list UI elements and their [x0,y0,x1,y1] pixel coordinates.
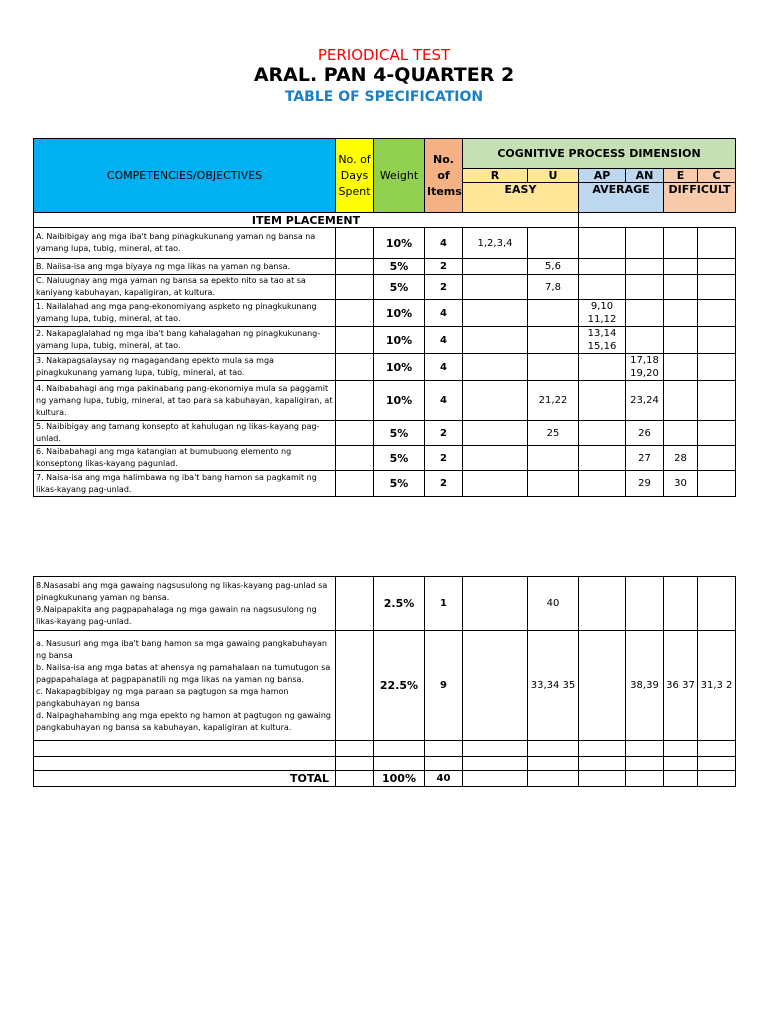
items-cell: 4 [425,228,463,259]
weight-cell: 5% [374,259,425,275]
test-title: PERIODICAL TEST [317,46,451,64]
placement-c-cell: 31,3 2 [698,631,736,741]
placement-u-cell: 33,34 35 [528,631,579,741]
placement-r-cell [463,275,528,300]
placement-an-cell: 17,18 19,20 [626,354,664,381]
difficult-header: DIFFICULT [664,183,736,213]
items-cell: 1 [425,577,463,631]
weight-cell: 5% [374,471,425,497]
table-row [34,471,736,497]
placement-an-cell [626,300,664,327]
competency-cell: A. Naibibigay ang mga iba't bang pinagkukunang yaman ng bansa na yamang lupa, tubig, mineral, at tao. [34,228,336,259]
days-cell [336,327,374,354]
placement-r-cell [463,446,528,471]
placement-e-cell [664,327,698,354]
placement-u-cell: 21,22 [528,381,579,421]
placement-u-cell: 25 [528,421,579,446]
placement-c-cell [698,421,736,446]
items-cell: 2 [425,471,463,497]
placement-an-cell [626,228,664,259]
items-cell: 2 [425,275,463,300]
placement-c-cell [698,471,736,497]
placement-c-cell [698,259,736,275]
placement-an-cell: 26 [626,421,664,446]
total-label: TOTAL [34,771,336,787]
competency-cell: C. Naiuugnay ang mga yaman ng bansa sa epekto nito sa tao at sa kaniyang kabuhayan, kapaligiran, at kultura. [34,275,336,300]
table-row [34,577,736,631]
items-cell: 4 [425,327,463,354]
level-e: E [664,169,698,183]
placement-r-cell [463,300,528,327]
placement-e-cell: 36 37 [664,631,698,741]
placement-r-cell [463,327,528,354]
placement-r-cell [463,421,528,446]
document-title: TABLE OF SPECIFICATION [284,89,484,105]
placement-an-cell: 27 [626,446,664,471]
table-row [34,327,736,354]
placement-r-cell [463,259,528,275]
placement-c-cell [698,275,736,300]
placement-e-cell [664,228,698,259]
easy-header: EASY [463,183,579,213]
table-row [34,421,736,446]
placement-u-cell [528,446,579,471]
competency-cell: 8.Nasasabi ang mga gawaing nagsusulong ng likas-kayang pag-unlad sa pinagkukunang yaman ng bansa. 9.Naipapakita ang pagpapahalaga ng mga gawain na nagsusulong ng likas-kayang pag-unlad. [34,577,336,631]
competencies-header: COMPETENCIES/OBJECTIVES [34,139,336,213]
placement-c-cell [698,228,736,259]
placement-c-cell [698,446,736,471]
table-row [34,381,736,421]
days-header: No. of Days Spent [336,139,374,213]
placement-u-cell [528,327,579,354]
placement-e-cell [664,577,698,631]
items-cell: 2 [425,421,463,446]
tos-table-continued [33,576,736,787]
placement-u-cell [528,354,579,381]
days-cell [336,354,374,381]
items-cell: 9 [425,631,463,741]
placement-u-cell [528,471,579,497]
placement-e-cell: 30 [664,471,698,497]
competency-cell: 7. Naisa-isa ang mga halimbawa ng iba't bang hamon sa pagkamit ng likas-kayang pag-unlad. [34,471,336,497]
placement-e-cell [664,275,698,300]
placement-an-cell [626,275,664,300]
weight-cell: 5% [374,446,425,471]
competency-cell: B. Naiisa-isa ang mga biyaya ng mga likas na yaman ng bansa. [34,259,336,275]
days-cell [336,275,374,300]
weight-cell: 10% [374,354,425,381]
placement-an-cell: 23,24 [626,381,664,421]
items-cell: 4 [425,381,463,421]
placement-an-cell [626,577,664,631]
table-row [34,446,736,471]
placement-ap-cell: 9,10 11,12 [579,300,626,327]
days-cell [336,259,374,275]
item-placement-header: ITEM PLACEMENT [34,213,579,228]
placement-r-cell [463,577,528,631]
placement-u-cell: 7,8 [528,275,579,300]
blank-cell [34,741,336,757]
table-row [34,275,736,300]
table-row [34,354,736,381]
days-cell [336,228,374,259]
weight-header: Weight [374,139,425,213]
placement-ap-cell [579,577,626,631]
items-cell: 4 [425,354,463,381]
placement-u-cell: 40 [528,577,579,631]
items-cell: 4 [425,300,463,327]
placement-r-cell [463,471,528,497]
table-row [34,259,736,275]
competency-cell: 6. Naibabahagi ang mga katangian at bumubuong elemento ng konseptong likas-kayang pagunlad. [34,446,336,471]
table-row [34,631,736,741]
days-cell [336,446,374,471]
placement-ap-cell [579,275,626,300]
placement-r-cell [463,354,528,381]
level-c: C [698,169,736,183]
competency-cell: 3. Nakapagsalaysay ng magagandang epekto mula sa mga pinagkukunang yamang lupa, tubig, mineral, at tao. [34,354,336,381]
weight-cell: 2.5% [374,577,425,631]
placement-r-cell [463,381,528,421]
placement-e-cell [664,300,698,327]
placement-an-cell [626,327,664,354]
table-row [34,228,736,259]
tos-table-main [33,138,736,497]
placement-u-cell [528,228,579,259]
placement-r-cell: 1,2,3,4 [463,228,528,259]
placement-ap-cell: 13,14 15,16 [579,327,626,354]
placement-an-cell: 29 [626,471,664,497]
days-cell [336,421,374,446]
competency-cell: 5. Naibibigay ang tamang konsepto at kahulugan ng likas-kayang pag-unlad. [34,421,336,446]
level-an: AN [626,169,664,183]
competency-cell: a. Nasusuri ang mga iba't bang hamon sa mga gawaing pangkabuhayan ng bansa b. Naiisa-isa ang mga batas at ahensya ng pamahalaan na tumutugon sa pagpapahalaga at pagpapanatili ng mga likas na yaman ng bansa. c. Nakapagbibigay ng mga paraan sa pagtugon sa mga hamon pangkabuhayan ng bansa d. Naipaghahambing ang mga epekto ng hamon at pagtugon ng gawaing pangkabuhayan ng bansa sa kabuhayan, kapaligiran at kultura. [34,631,336,741]
placement-e-cell [664,259,698,275]
competency-cell: 4. Naibabahagi ang mga pakinabang pang-ekonomiya mula sa paggamit ng yamang lupa, tubig, mineral, at tao para sa kabuhayan, kapaligiran, at kultura. [34,381,336,421]
days-cell [336,300,374,327]
placement-an-cell [626,259,664,275]
placement-e-cell [664,354,698,381]
weight-cell: 22.5% [374,631,425,741]
items-header: No. of Items [425,139,463,213]
days-cell [336,471,374,497]
weight-cell: 10% [374,228,425,259]
placement-c-cell [698,300,736,327]
placement-ap-cell [579,446,626,471]
placement-ap-cell [579,381,626,421]
weight-cell: 10% [374,381,425,421]
subject-title: ARAL. PAN 4-QUARTER 2 [253,64,515,86]
weight-cell: 5% [374,275,425,300]
days-cell [336,381,374,421]
placement-c-cell [698,354,736,381]
cognitive-header: COGNITIVE PROCESS DIMENSION [463,139,736,169]
placement-ap-cell [579,631,626,741]
table-row [34,300,736,327]
weight-cell: 10% [374,327,425,354]
placement-c-cell [698,577,736,631]
total-weight: 100% [374,771,425,787]
placement-ap-cell [579,228,626,259]
placement-c-cell [698,381,736,421]
competency-cell: 2. Nakapaglalahad ng mga iba't bang kahalagahan ng pinagkukunang- yamang lupa, tubig, mineral, at tao. [34,327,336,354]
weight-cell: 10% [374,300,425,327]
days-cell [336,631,374,741]
placement-an-cell: 38,39 [626,631,664,741]
competency-cell: 1. Nailalahad ang mga pang-ekonomiyang aspketo ng pinagkukunang yamang lupa, tubig, mineral, at tao. [34,300,336,327]
placement-ap-cell [579,471,626,497]
total-items: 40 [425,771,463,787]
placement-c-cell [698,327,736,354]
items-cell: 2 [425,446,463,471]
weight-cell: 5% [374,421,425,446]
blank-cell [34,757,336,771]
placement-ap-cell [579,421,626,446]
placement-u-cell: 5,6 [528,259,579,275]
level-u: U [528,169,579,183]
placement-e-cell: 28 [664,446,698,471]
placement-u-cell [528,300,579,327]
placement-r-cell [463,631,528,741]
items-cell: 2 [425,259,463,275]
placement-ap-cell [579,259,626,275]
level-ap: AP [579,169,626,183]
days-cell [336,577,374,631]
placement-e-cell [664,421,698,446]
placement-ap-cell [579,354,626,381]
placement-e-cell [664,381,698,421]
level-r: R [463,169,528,183]
average-header: AVERAGE [579,183,664,213]
